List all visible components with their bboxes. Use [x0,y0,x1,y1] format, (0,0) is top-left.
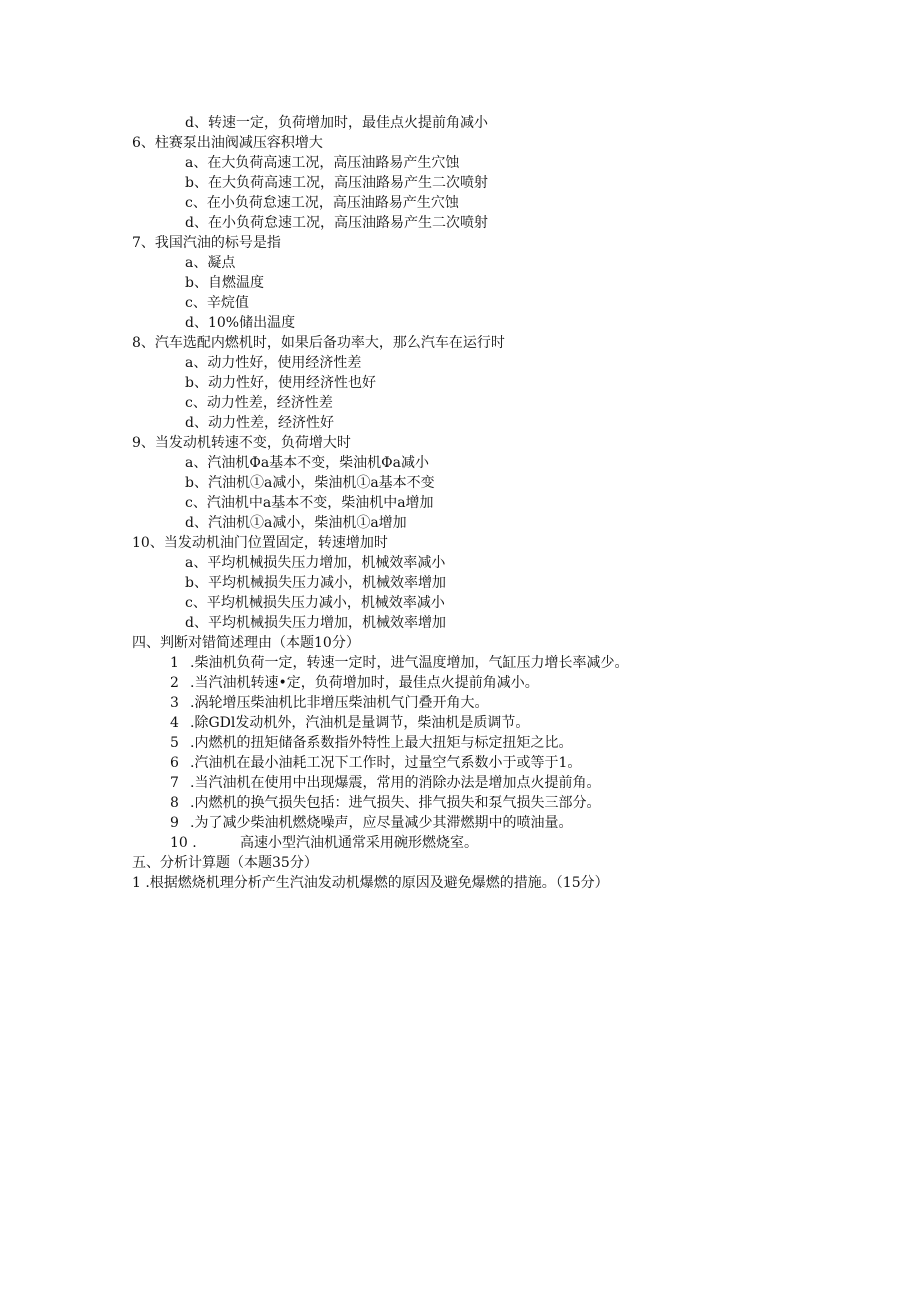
question-8-option-d: d、动力性差，经济性好 [185,415,334,431]
option-key: d [185,215,194,231]
question-9-option-b: b、汽油机①a减小，柴油机①a基本不变 [185,475,435,491]
true-false-item-8 [0,793,920,813]
true-false-item-7 [0,773,920,793]
item-number: 10 . [170,835,197,851]
item-number: 3 [170,695,179,711]
true-false-item-1 [0,653,920,673]
question-text: 当发动机转速不变，负荷增大时 [154,435,351,451]
question-9-option-a: a、汽油机Φa基本不变，柴油机Φa减小 [185,455,430,471]
question-number: 6 [132,135,141,151]
option-text: 辛烷值 [206,295,249,311]
option-key: b [185,475,194,491]
true-false-item-3 [0,693,920,713]
option-key: c [185,395,193,411]
option-text: 转速一定，负荷增加时，最佳点火提前角减小 [207,115,488,131]
option-key: b [185,175,194,191]
option-key: d [185,615,194,631]
option-text: 在小负荷怠速工况，高压油路易产生穴蚀 [206,195,459,211]
option-text: 动力性差，经济性好 [207,415,334,431]
item-text: .柴油机负荷一定，转速一定时，进气温度增加，气缸压力增长率减少。 [190,655,629,671]
item-text: .当汽油机在使用中出现爆震，常用的消除办法是增加点火提前角。 [190,775,601,791]
question-number: 9 [132,435,141,451]
question-8-option-a: a、动力性好，使用经济性差 [185,355,362,371]
option-key: a [185,255,194,271]
true-false-item-10 [0,833,920,853]
option-text: 汽油机①a减小，柴油机①a基本不变 [207,475,435,491]
question-7-option-a: a、凝点 [185,255,236,271]
item-text: .汽油机在最小油耗工况下工作时，过量空气系数小于或等于1。 [190,755,582,771]
option-text: 动力性好，使用经济性差 [207,355,362,371]
question-text: 我国汽油的标号是指 [154,235,281,251]
option-text: 在大负荷高速工况，高压油路易产生二次喷射 [207,175,488,191]
item-number: 9 [170,815,179,831]
option-text: 平均机械损失压力减小，机械效率增加 [207,575,446,591]
question-8-option-b: b、动力性好，使用经济性也好 [185,375,376,391]
option-key: c [185,595,193,611]
option-text: 汽油机中a基本不变，柴油机中a增加 [206,495,434,511]
item-text: 高速小型汽油机通常采用碗形燃烧室。 [240,835,478,851]
question-6-option-a: a、在大负荷高速工况，高压油路易产生穴蚀 [185,155,460,171]
question-7-stem: 7、我国汽油的标号是指 [132,235,281,251]
exam-page [0,113,920,893]
option-text: 凝点 [207,255,236,271]
calc-question-1: 1 .根据燃烧机理分析产生汽油发动机爆燃的原因及避免爆燃的措施。（15分） [132,875,609,891]
question-10-option-d: d、平均机械损失压力增加，机械效率增加 [185,615,446,631]
question-9-option-d: d、汽油机①a减小，柴油机①a增加 [185,515,407,531]
option-key: d [185,115,194,131]
question-7-option-c: c、辛烷值 [185,295,249,311]
q5-option-d: d、转速一定，负荷增加时，最佳点火提前角减小 [185,115,488,131]
option-text: 平均机械损失压力减小，机械效率减小 [206,595,445,611]
option-key: a [185,355,194,371]
section-4-title: 四、判断对错简述理由（本题10分） [132,635,360,651]
item-text: .当汽油机转速•定，负荷增加时，最佳点火提前角减小。 [190,675,539,691]
option-key: b [185,275,194,291]
question-number: 7 [132,235,141,251]
question-9-stem: 9、当发动机转速不变，负荷增大时 [132,435,351,451]
question-9-option-c: c、汽油机中a基本不变，柴油机中a增加 [185,495,434,511]
option-key: b [185,375,194,391]
question-6-option-d: d、在小负荷怠速工况，高压油路易产生二次喷射 [185,215,488,231]
question-7-option-b: b、自燃温度 [185,275,264,291]
option-text: 动力性好，使用经济性也好 [207,375,376,391]
option-key: a [185,155,194,171]
option-text: 10%储出温度 [207,315,296,331]
option-key: b [185,575,194,591]
question-7-option-d: d、10%储出温度 [185,315,296,331]
question-10-option-b: b、平均机械损失压力减小，机械效率增加 [185,575,446,591]
option-text: 平均机械损失压力增加，机械效率增加 [207,615,446,631]
option-text: 汽油机Φa基本不变，柴油机Φa减小 [207,455,430,471]
item-text: .除GDl发动机外，汽油机是量调节，柴油机是质调节。 [190,715,530,731]
question-number: 8 [132,335,141,351]
option-text: 自燃温度 [207,275,264,291]
question-6-option-b: b、在大负荷高速工况，高压油路易产生二次喷射 [185,175,488,191]
option-key: a [185,455,194,471]
item-number: 4 [170,715,179,731]
option-key: a [185,555,194,571]
option-key: d [185,515,194,531]
item-text: .内燃机的扭矩储备系数指外特性上最大扭矩与标定扭矩之比。 [190,735,573,751]
item-number: 1 [170,655,179,671]
question-10-stem: 10、当发动机油门位置固定，转速增加时 [132,535,388,551]
item-number: 6 [170,755,179,771]
question-8-stem: 8、汽车选配内燃机时，如果后备功率大，那么汽车在运行时 [132,335,505,351]
option-key: c [185,195,193,211]
question-6-stem: 6、柱赛泵出油阀减压容积增大 [132,135,323,151]
option-text: 汽油机①a减小，柴油机①a增加 [207,515,407,531]
option-text: 在大负荷高速工况，高压油路易产生穴蚀 [207,155,460,171]
option-key: c [185,295,193,311]
question-8-option-c: c、动力性差，经济性差 [185,395,333,411]
option-text: 平均机械损失压力增加，机械效率减小 [207,555,446,571]
question-text: 柱赛泵出油阀减压容积增大 [154,135,323,151]
option-text: 动力性差，经济性差 [206,395,333,411]
option-key: d [185,315,194,331]
true-false-item-6 [0,753,920,773]
item-text: .为了减少柴油机燃烧噪声，应尽量减少其滞燃期中的喷油量。 [190,815,573,831]
question-text: 汽车选配内燃机时，如果后备功率大，那么汽车在运行时 [154,335,505,351]
true-false-item-9 [0,813,920,833]
question-number: 10 [132,535,150,551]
option-key: d [185,415,194,431]
item-number: 8 [170,795,179,811]
item-text: .内燃机的换气损失包括：进气损失、排气损失和泵气损失三部分。 [190,795,601,811]
question-6-option-c: c、在小负荷怠速工况，高压油路易产生穴蚀 [185,195,459,211]
question-10-option-c: c、平均机械损失压力减小，机械效率减小 [185,595,445,611]
item-number: 2 [170,675,179,691]
item-text: .涡轮增压柴油机比非增压柴油机气门叠开角大。 [190,695,489,711]
question-text: 当发动机油门位置固定，转速增加时 [163,535,388,551]
item-number: 7 [170,775,179,791]
true-false-item-4 [0,713,920,733]
section-5-title: 五、分析计算题（本题35分） [132,855,318,871]
item-number: 5 [170,735,179,751]
true-false-item-5 [0,733,920,753]
true-false-item-2 [0,673,920,693]
question-10-option-a: a、平均机械损失压力增加，机械效率减小 [185,555,446,571]
option-text: 在小负荷怠速工况，高压油路易产生二次喷射 [207,215,488,231]
option-key: c [185,495,193,511]
